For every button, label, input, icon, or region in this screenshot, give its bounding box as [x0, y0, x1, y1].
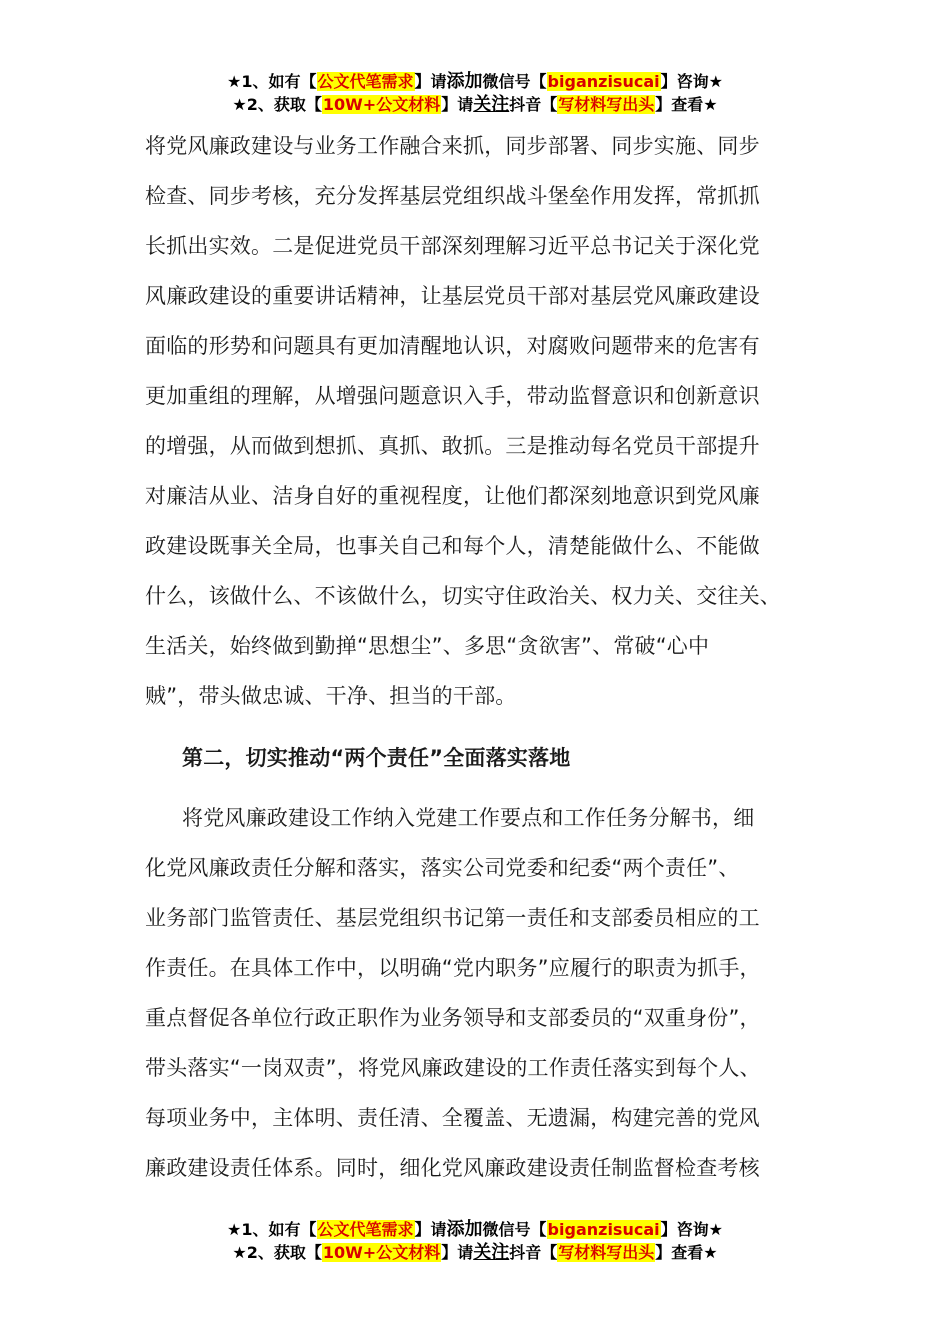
banner-text: 】请	[441, 95, 474, 114]
section-heading: 第二，切实推动“两个责任”全面落实落地	[182, 746, 571, 770]
text-line: 生活关，始终做到勤掸“思想尘”、多思“贪欲害”、常破“心中	[145, 634, 710, 658]
highlight-douyin-account: 写材料写出头	[558, 95, 655, 114]
banner-text: 抖音【	[509, 95, 558, 114]
banner-text: ★2、获取【	[232, 1243, 322, 1262]
banner-text: 微信号【	[482, 72, 547, 91]
footer-banner	[0, 1218, 950, 1264]
text-line: 政建设既事关全局，也事关自己和每个人，清楚能做什么、不能做	[145, 534, 760, 558]
banner-text: 】咨询★	[660, 72, 723, 91]
text-line: 化党风廉政责任分解和落实，落实公司党委和纪委“两个责任”、	[145, 856, 740, 880]
highlight-douyin-account: 写材料写出头	[558, 1243, 655, 1262]
header-banner	[0, 70, 950, 116]
text-line: 对廉洁从业、洁身自好的重视程度，让他们都深刻地意识到党风廉	[145, 484, 760, 508]
text-line: 将党风廉政建设与业务工作融合来抓，同步部署、同步实施、同步	[145, 134, 760, 158]
document-body	[145, 121, 813, 1193]
text-line: 的增强，从而做到想抓、真抓、敢抓。三是推动每名党员干部提升	[145, 434, 760, 458]
text-line: 业务部门监管责任、基层党组织书记第一责任和支部委员相应的工	[145, 906, 760, 930]
highlight-service: 公文代笔需求	[317, 72, 414, 91]
text-line: 风廉政建设的重要讲话精神，让基层党员干部对基层党风廉政建设	[145, 284, 760, 308]
banner-text: ★1、如有【	[227, 1220, 317, 1239]
banner-text: 】请	[414, 1220, 447, 1239]
paragraph-1	[145, 121, 813, 721]
text-line: 检查、同步考核，充分发挥基层党组织战斗堡垒作用发挥，常抓抓	[145, 184, 760, 208]
highlight-service: 公文代笔需求	[317, 1220, 414, 1239]
banner-text: ★2、获取【	[232, 95, 322, 114]
banner-text: 】查看★	[655, 95, 718, 114]
banner-line-2	[0, 1241, 950, 1264]
text-line: 将党风廉政建设工作纳入党建工作要点和工作任务分解书，细	[182, 806, 755, 830]
text-line: 每项业务中，主体明、责任清、全覆盖、无遗漏，构建完善的党风	[145, 1106, 760, 1130]
highlight-wechat-id: biganzisucai	[547, 72, 660, 91]
banner-line-2	[0, 93, 950, 116]
banner-text: 微信号【	[482, 1220, 547, 1239]
banner-emphasis: 添加	[446, 1219, 483, 1240]
banner-emphasis: 关注	[473, 94, 510, 115]
text-line: 作责任。在具体工作中，以明确“党内职务”应履行的职责为抓手，	[145, 956, 761, 980]
text-line: 长抓出实效。二是促进党员干部深刻理解习近平总书记关于深化党	[145, 234, 760, 258]
text-line: 什么，该做什么、不该做什么，切实守住政治关、权力关、交往关、	[145, 584, 781, 608]
banner-line-1	[0, 70, 950, 93]
highlight-wechat-id: biganzisucai	[547, 1220, 660, 1239]
text-line: 重点督促各单位行政正职作为业务领导和支部委员的“双重身份”，	[145, 1006, 761, 1030]
highlight-materials: 10W+公文材料	[322, 95, 441, 114]
paragraph-2	[145, 793, 813, 1193]
banner-text: 】请	[414, 72, 447, 91]
text-line: 带头落实“一岗双责”，将党风廉政建设的工作责任落实到每个人、	[145, 1056, 761, 1080]
text-line: 贼”，带头做忠诚、干净、担当的干部。	[145, 684, 517, 708]
banner-line-1	[0, 1218, 950, 1241]
text-line: 更加重组的理解，从增强问题意识入手，带动监督意识和创新意识	[145, 384, 760, 408]
banner-text: ★1、如有【	[227, 72, 317, 91]
banner-emphasis: 关注	[473, 1242, 510, 1263]
banner-text: 】查看★	[655, 1243, 718, 1262]
banner-emphasis: 添加	[446, 71, 483, 92]
banner-text: 】请	[441, 1243, 474, 1262]
text-line: 面临的形势和问题具有更加清醒地认识，对腐败问题带来的危害有	[145, 334, 760, 358]
banner-text: 抖音【	[509, 1243, 558, 1262]
text-line: 廉政建设责任体系。同时，细化党风廉政建设责任制监督检查考核	[145, 1156, 760, 1180]
highlight-materials: 10W+公文材料	[322, 1243, 441, 1262]
banner-text: 】咨询★	[660, 1220, 723, 1239]
